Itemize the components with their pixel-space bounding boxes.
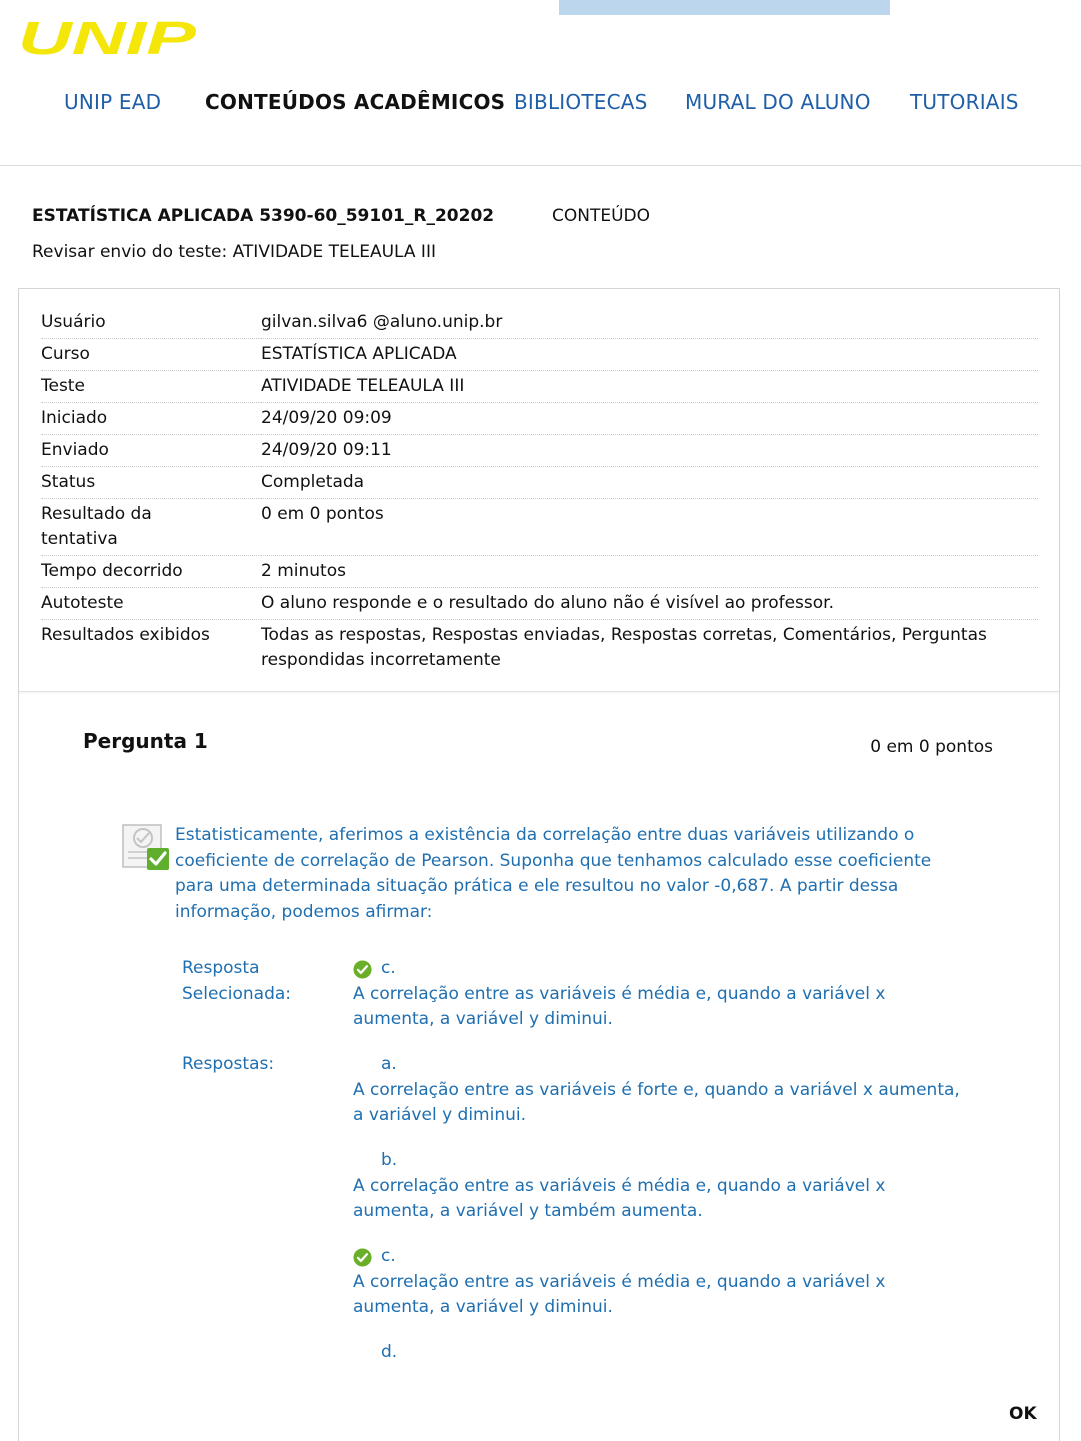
- info-row-tempo: [41, 556, 1038, 588]
- correct-check-icon: [353, 1248, 372, 1267]
- answer-option-a: [353, 1052, 963, 1129]
- attempt-info-table: [41, 307, 1038, 676]
- breadcrumb-course[interactable]: ESTATÍSTICA APLICADA 5390-60_59101_R_20202: [32, 206, 495, 226]
- question-text: Estatisticamente, aferimos a existência da correlação entre duas variáveis utilizando o coeficiente de correlação de Pearson. Suponha que tenhamos calculado esse coeficiente para uma determinada situação prática e ele resultou no valor -0,687. A partir dessa informação, podemos afirmar:: [175, 825, 932, 922]
- selected-answer-letter: [353, 956, 963, 982]
- nav-item-bibliotecas[interactable]: BIBLIOTECAS: [514, 90, 648, 114]
- info-row-teste: [41, 371, 1038, 403]
- info-row-status: [41, 467, 1038, 499]
- answer-letter: b.: [381, 1150, 398, 1170]
- selected-answer: [353, 956, 963, 1033]
- info-key: Resultados exibidos: [41, 625, 210, 645]
- info-row-resultados-exibidos: [41, 620, 1038, 677]
- answer-letter: a.: [381, 1054, 397, 1074]
- selected-answer-text: A correlação entre as variáveis é média e, quando a variável x aumenta, a variável y diminui.: [353, 983, 886, 1029]
- answer-text: A correlação entre as variáveis é média e, quando a variável x aumenta, a variável y diminui.: [353, 1271, 886, 1317]
- info-row-curso: [41, 339, 1038, 371]
- info-key: Curso: [41, 339, 261, 371]
- info-value: Completada: [261, 467, 1038, 499]
- question-points: 0 em 0 pontos: [870, 737, 993, 757]
- info-key: Tempo decorrido: [41, 556, 261, 588]
- info-row-iniciado: [41, 403, 1038, 435]
- info-key: Status: [41, 467, 261, 499]
- nav-item-tutoriais[interactable]: TUTORIAIS: [910, 90, 1019, 114]
- nav-item-conteudos-academicos[interactable]: CONTEÚDOS ACADÊMICOS: [205, 90, 506, 114]
- page-title: Revisar envio do teste: ATIVIDADE TELEAULA III: [32, 242, 436, 262]
- answer-option-c: [353, 1244, 963, 1321]
- answer-text: A correlação entre as variáveis é forte e, quando a variável x aumenta, a variável y diminui.: [353, 1079, 960, 1125]
- info-value: Todas as respostas, Respostas enviadas, Respostas corretas, Comentários, Perguntas respondidas incorretamente: [261, 625, 987, 670]
- info-row-enviado: [41, 435, 1038, 467]
- main-nav: [0, 90, 1081, 120]
- info-value: 2 minutos: [261, 556, 1038, 588]
- answer-option-d: [353, 1340, 963, 1366]
- unip-logo[interactable]: [16, 14, 201, 62]
- info-value: 24/09/20 09:11: [261, 435, 1038, 467]
- info-key: Teste: [41, 371, 261, 403]
- info-key: Autoteste: [41, 588, 261, 620]
- info-value: ESTATÍSTICA APLICADA: [261, 339, 1038, 371]
- answer-letter-text: c.: [381, 958, 396, 978]
- answer-option-b: [353, 1148, 963, 1225]
- info-value: O aluno responde e o resultado do aluno não é visível ao professor.: [261, 588, 1038, 620]
- logo-text: UNIP: [18, 14, 197, 62]
- question-title: Pergunta 1: [83, 729, 208, 753]
- info-value: gilvan.silva6 @aluno.unip.br: [261, 307, 1038, 339]
- header-divider: [0, 165, 1081, 166]
- correct-check-icon: [353, 960, 372, 979]
- attempt-info-box: [19, 289, 1059, 692]
- info-row-resultado: [41, 499, 1038, 556]
- info-key: Iniciado: [41, 403, 261, 435]
- answer-text: A correlação entre as variáveis é média e, quando a variável x aumenta, a variável y também aumenta.: [353, 1175, 886, 1221]
- info-row-autoteste: [41, 588, 1038, 620]
- info-key: Enviado: [41, 435, 261, 467]
- info-value: 24/09/20 09:09: [261, 403, 1038, 435]
- breadcrumb-section[interactable]: CONTEÚDO: [552, 206, 651, 226]
- info-row-usuario: [41, 307, 1038, 339]
- ok-button[interactable]: OK: [1009, 1404, 1037, 1424]
- answer-letter-with-check: [353, 1244, 963, 1270]
- answers-label: Respostas:: [182, 1054, 275, 1074]
- info-key: Usuário: [41, 307, 261, 339]
- review-panel: [18, 288, 1060, 1441]
- answer-letter: d.: [381, 1342, 398, 1362]
- correct-question-icon: [121, 822, 171, 872]
- selected-answer-label: Resposta Selecionada:: [182, 958, 292, 1004]
- answer-letter-text: c.: [381, 1246, 396, 1266]
- nav-item-mural-do-aluno[interactable]: MURAL DO ALUNO: [685, 90, 871, 114]
- nav-item-unip-ead[interactable]: UNIP EAD: [64, 90, 162, 114]
- info-value: ATIVIDADE TELEAULA III: [261, 371, 1038, 403]
- info-value: 0 em 0 pontos: [261, 499, 1038, 556]
- info-key: Resultado da tentativa: [41, 499, 261, 556]
- top-banner-strip: [559, 0, 890, 15]
